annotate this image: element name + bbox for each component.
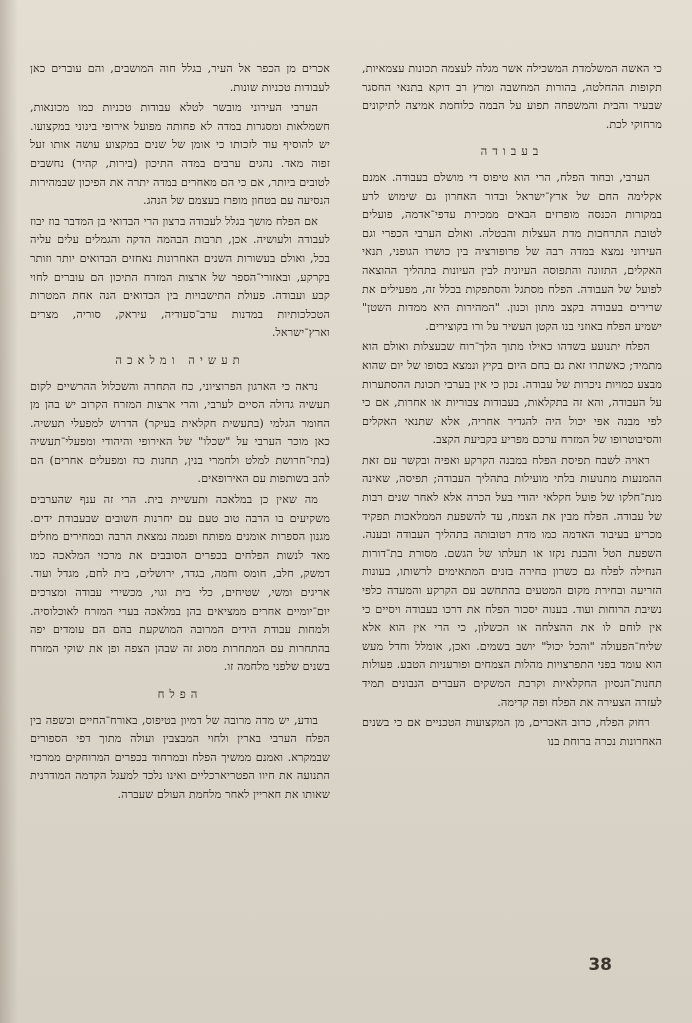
paragraph: מה שאין כן במלאכה ותעשיית בית. הרי זה ענף שהערבים משקיעים בו הרבה טוב טעם עם יחרנות חשובים שבעבודת ידים. מגנון הספרות אומנים מפותח ופגמה נמצאת הרבה ובמחירים מוזלים מאד לנשות הפלחים בכפרים הסובבים את מרכזי המלאכה כמו דמשק, חלב, חומס וחמה, בגדד, ירושלים, בית לחם, מגדל ועוד. אריגים ומשי, שטיחים, כלי בית וגוי, מכשירי עבודה ומצרכים יום־יומיים אחרים ממציאים בהן במלאכה בערי המזרח לאוכלוסיה. ולמחות עבודת הידים המרובה המושקעת בהם הם עומדים יפה בהתחרות עם המתחרות מסוג זה שבהן הצפה ופן את שוקי המזרח בשנים שלפני מלחמה זו. xyxy=(30,493,330,674)
paragraph: הערבי העירוני מובשר לטלא עבודות טכניות כמו מכונאות, חשמלאות ומסגרות במדה לא פחותה מפועל אירופי בינוני במקצועו. יש להוסיף עוד לזכותו כי אומן של שנים במקצוע עושה אותו זעל זפוה מאד. נהגים ערבים במדה התיכון (בירות, קהיר) נחשבים לטובים ביותר, אם כי הם מאחרים במדה יתרה את הפיכון שבמהירות הנסיעה עם בטחון מופרז בעצמם של הנהג. xyxy=(30,101,330,208)
paragraph: ראויה לשבח תפיסת הפלח במבנה הקרקע ואפיה ובקשר עם זאת ההמנעות מתנועות בלתי מועילות בתהליך העבודה; תפיסה, שאינה מנת־חלקו של פועל חקלאי יהודי בעל הכרה אלא לאחר שנים רבות של עבודה. הפלח מבין את הצמח, עד להשפעת הממלאכות תפקיד מכריע בעיבוד האדמה כמו מדת רטובותה בתהליך העבודה ובענה. השפעת הטל והבנת נקזו או תעלתו של הגשם. מסורת בת־דורות הנחילה לפלח גם כשרון בחירה בזנים המתאימים לרשותו, בעונות הזריעה ובחירת מקום המטעים בהתחשב עם הקרקע והמעדה כלפי נשיבת הרוחות ועוד. בענוה יסכור הפלח את דרכו בעבודה ויסיים כי אין לוחם לו את ההצלחה או הכשלון, כי הרי אין הוא אלא שליח־הפעולה "והכל יכול" יושב בשמים. ואכן, אומלל וחדל מעש הוא עומד בפני התפרצויות מהלות הצמחים ופורעניות הטבע. פעולות תחנות־הנסיון החקלאיות וקרבת המשקים העברים הנבונים תמיד לעזרה הצעירה את הפלח ופה קדימה. xyxy=(362,453,662,709)
paragraph: כי האשה המשלמדת המשכילה אשר מגלה לעצמה תכונות עצמאיות, תקופות ההחלטה, בהורות המחשבה ומרץ רב דוקא בתנאי החסגר שבעיר והבית והמשפחה תפוע על הבמה כלוחמת אמיצה לתיקונים מרחוקי לכת. xyxy=(362,62,662,131)
paragraph: אכרים מן הכפר אל העיר, בגלל חוה המושבים, והם עוברים כאן לעבודות טכניות שונות. xyxy=(30,62,330,94)
right-column xyxy=(362,60,662,753)
paragraph: אם הפלח מושך בגלל לעבודה ברצון הרי הבדואי בן המדבר בוז יבוז לעבודה ולעושיה. אכן, תרבות הבהמה הדקה והגמלים עלים עליה בכל, ואולם בעשורות השנים האחרונות נאחזים הבדואים יותר וזותר בקרקע, ובאזורי־הספר של ארצות המזרח התיכון הם עוברים לחוי קבע ועבודה. פעולת התישבויות בין הבדואים הנה אחת המטרות הטכלכותיות במדנות ערב־סעודיה, עיראק, סוריה, מצרים וארץ־ישראל. xyxy=(30,214,330,340)
paragraph: נראה כי הארגון הפרוציוני, כח התחרה והשכלול ההרשיים לקום תעשיה גדולה הסיים לערבי, והרי ארצות המזרח הקרוב יש בהן מן החומר הגלמי (בתעשית חקלאית בעיקר) הדרוש למפעלי תעשיה. כאן מוכר הערבי על "שכלו" של האירופי והיהודי ומפעלי־תעשיה (בתי־חרושת למלט ולחמרי בנין, תחנות כח ומפעלים אחרים) הם להב בשותפות עם האירופאים. xyxy=(30,379,330,486)
paragraph: רחוק הפלח, כרוב האכרים, מן המקצועות הטכניים אם כי בשנים האחרונות נכרה ברוחת בנו xyxy=(362,716,662,748)
section-heading-industry: תעשיה ומלאכה xyxy=(115,352,245,367)
binding-shadow xyxy=(0,0,18,1023)
section-heading-fellah: הפלח xyxy=(157,687,203,701)
paragraph: הערבי, ובחוד הפלח, הרי הוא טיפוס די מושלם בעבודה. אמנם אקלימה החם של ארץ־ישראל ובדור האחרון גם שימוש לרע במקורות הכנסה מופרזים הבאים ממכירת עדפי־אדמה, פועלים לטובת התרחבות מדת העצלות והבטלה. ואולם הערבי הכפרי וגם העירוני נמצא במדה רבה של פרופורציה בין כושרו הגופני, תנאי האקלים, התזונה והתפוסה העיונית לבין העיונות בתהליך ההוצאה לפועל של העבודה. הפלח מסתגל והסתפקות בכלל זה, מפעילים את שרירים בעבודה בקצב מתון וכנון. "המהירות היא ממדות השטן" ישמיע הפלח באוזני בנו הקטן העשיר על ורו בקוצירים. xyxy=(362,170,662,333)
left-column xyxy=(30,60,330,807)
paragraph: בודע, יש מדה מרובה של דמיון בטיפוס, באורח־החיים וכשפה בין הפלח הערבי בארין ולחוי המבצבין ועולה מתוך דפי הספורים שבמקרא. ואמנם ממשיך הפלח ובמרחוד בכפרים המרוחקים ממרכזי התנועה את חיוו הפטריארכליים ואינו נלכד למעגל הקדמה המודרנית שאותו את חאריין לאחר מלחמת העולם שעברה. xyxy=(30,713,330,801)
page-number: 38 xyxy=(588,955,612,975)
section-heading-work: בעבודה xyxy=(480,144,544,159)
paragraph: הפלח יתנועע בשדהו כאילו מתוך הלך־רוח שבעצלות ואולם הוא מתמיד; כאשתרו זאת גם בחם היום בקיץ ונמצא בסופו של יום שהוא מבצע כמויות ניכרות של עבודה. נכון כי אין בערבי תכונת ההסתערות על העבודה, והא זה בתקלאות, בעבודות צבוריות או אחרות, אם כי לפי מבנה אפי יכול היה להגדיר אחריה, אלא שתנאי האקלים והסיבוטרופו של המזרח ערכם מפריע בקביעת הקצב. xyxy=(362,340,662,447)
